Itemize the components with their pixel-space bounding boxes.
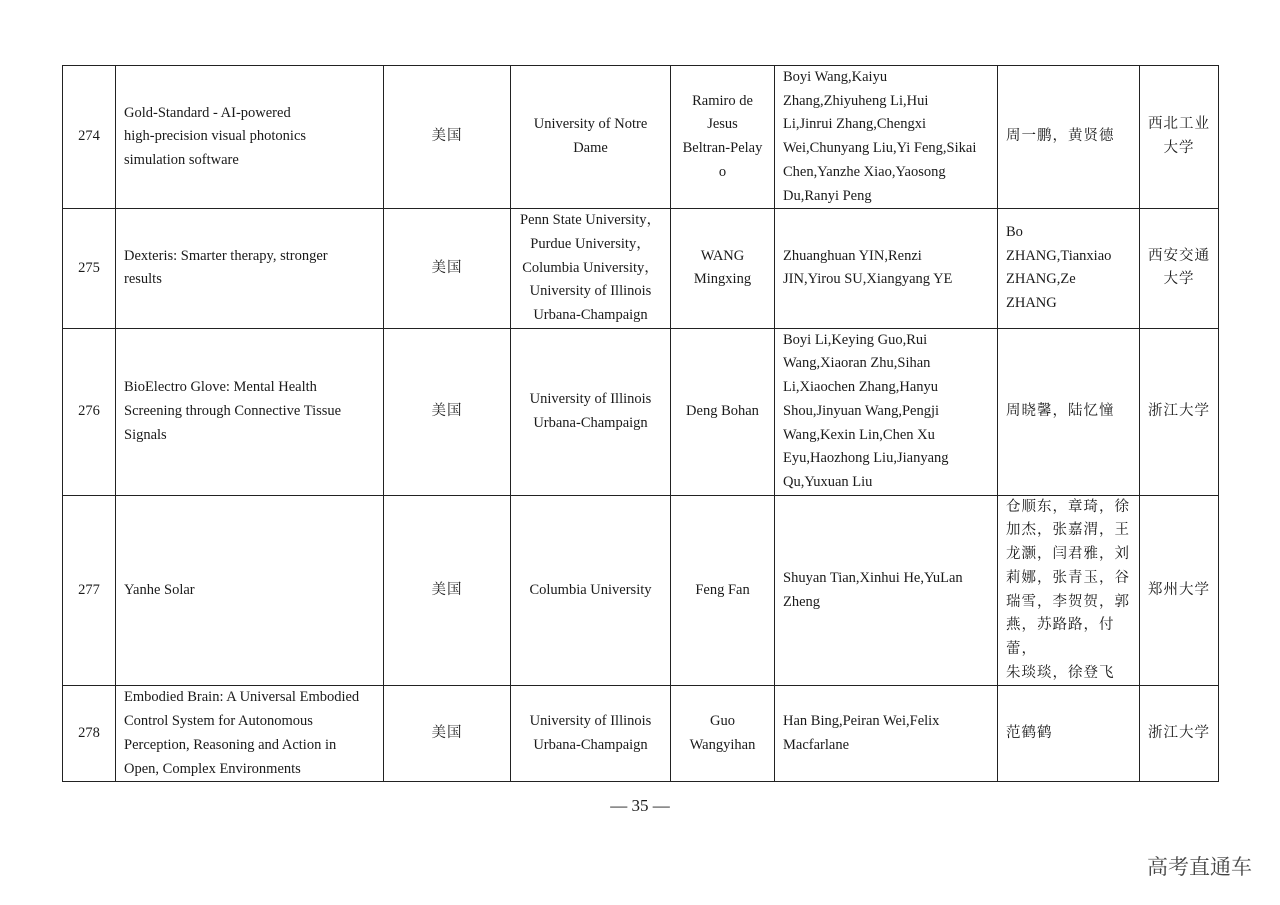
country: 美国: [384, 495, 511, 686]
mentors: 仓顺东，章琦，徐 加杰，张嘉渭，王 龙灏，闫君雅，刘 莉娜，张青玉，谷 瑞雪，李贺贺，郭 燕，苏路路，付蕾， 朱琰琰，徐登飞: [998, 495, 1140, 686]
row-number: 274: [63, 66, 116, 209]
host-university: 西北工业 大学: [1140, 66, 1219, 209]
team-members: Boyi Li,Keying Guo,Rui Wang,Xiaoran Zhu,Sihan Li,Xiaochen Zhang,Hanyu Shou,Jinyuan Wang,Pengji Wang,Kexin Lin,Chen Xu Eyu,Haozhong Liu,Jianyang Qu,Yuxuan Liu: [775, 328, 998, 495]
host-university: 郑州大学: [1140, 495, 1219, 686]
watermark: 高考直通车: [1147, 855, 1252, 879]
team-members: Han Bing,Peiran Wei,Felix Macfarlane: [775, 686, 998, 782]
project-title: Gold-Standard - AI-powered high-precision visual photonics simulation software: [116, 66, 384, 209]
table-body: [63, 66, 1219, 782]
table-row: [63, 495, 1219, 686]
row-number: 277: [63, 495, 116, 686]
mentors: 周晓馨，陆忆憧: [998, 328, 1140, 495]
team-leader: Ramiro de Jesus Beltran-Pelay o: [671, 66, 775, 209]
country: 美国: [384, 686, 511, 782]
university: Penn State University， Purdue University， Columbia University， University of Illinois Urbana-Champaign: [511, 209, 671, 329]
row-number: 275: [63, 209, 116, 329]
project-title: Dexteris: Smarter therapy, stronger results: [116, 209, 384, 329]
team-leader: WANG Mingxing: [671, 209, 775, 329]
country: 美国: [384, 209, 511, 329]
project-table: [62, 65, 1219, 782]
country: 美国: [384, 328, 511, 495]
university: University of Illinois Urbana-Champaign: [511, 328, 671, 495]
page-number: — 35 —: [610, 796, 670, 815]
host-university: 浙江大学: [1140, 328, 1219, 495]
university: University of Illinois Urbana-Champaign: [511, 686, 671, 782]
project-title: Embodied Brain: A Universal Embodied Control System for Autonomous Perception, Reasoning and Action in Open, Complex Environments: [116, 686, 384, 782]
university: University of Notre Dame: [511, 66, 671, 209]
team-members: Boyi Wang,Kaiyu Zhang,Zhiyuheng Li,Hui Li,Jinrui Zhang,Chengxi Wei,Chunyang Liu,Yi Feng,Sikai Chen,Yanzhe Xiao,Yaosong Du,Ranyi Peng: [775, 66, 998, 209]
host-university: 西安交通 大学: [1140, 209, 1219, 329]
team-members: Zhuanghuan YIN,Renzi JIN,Yirou SU,Xiangyang YE: [775, 209, 998, 329]
team-leader: Feng Fan: [671, 495, 775, 686]
table-row: [63, 686, 1219, 782]
mentors: Bo ZHANG,Tianxiao ZHANG,Ze ZHANG: [998, 209, 1140, 329]
table-row: [63, 209, 1219, 329]
host-university: 浙江大学: [1140, 686, 1219, 782]
team-members: Shuyan Tian,Xinhui He,YuLan Zheng: [775, 495, 998, 686]
team-leader: Deng Bohan: [671, 328, 775, 495]
table-row: [63, 328, 1219, 495]
row-number: 278: [63, 686, 116, 782]
university: Columbia University: [511, 495, 671, 686]
team-leader: Guo Wangyihan: [671, 686, 775, 782]
mentors: 范鹤鹤: [998, 686, 1140, 782]
country: 美国: [384, 66, 511, 209]
mentors: 周一鹏，黄贤德: [998, 66, 1140, 209]
project-title: Yanhe Solar: [116, 495, 384, 686]
project-title: BioElectro Glove: Mental Health Screening through Connective Tissue Signals: [116, 328, 384, 495]
row-number: 276: [63, 328, 116, 495]
table-row: [63, 66, 1219, 209]
